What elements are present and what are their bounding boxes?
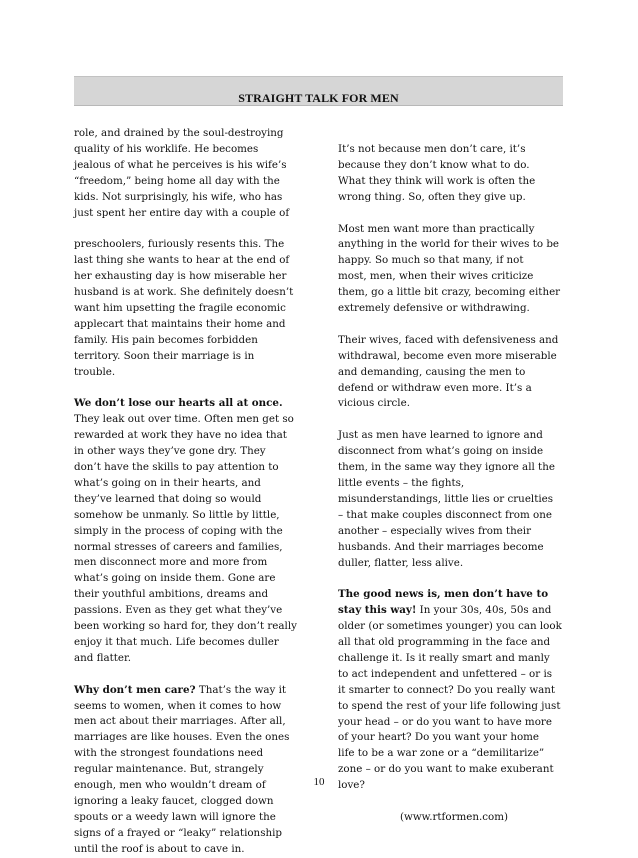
text-line: until the roof is about to cave in. <box>74 842 245 855</box>
text-line: withdrawal, become even more miserable <box>338 349 557 362</box>
text-line: misunderstandings, little lies or cruelties <box>338 492 554 505</box>
text-line: all that old programming in the face and <box>338 636 551 649</box>
text-line: enough, men who wouldn’t dream of <box>74 779 266 792</box>
text-line: another – especially wives from their <box>338 524 532 537</box>
text-line: and demanding, causing the men to <box>338 365 526 378</box>
text-line: regular maintenance. But, strangely <box>74 763 264 776</box>
text-line: jealous of what he perceives is his wife’s <box>74 158 287 171</box>
text-line: her exhausting day is how miserable her <box>74 270 287 283</box>
text-line: “freedom,” being home all day with the <box>74 174 280 187</box>
text-line: what’s going on in their hearts, and <box>74 476 261 489</box>
text-line: of your heart? Do you want your home <box>338 731 540 744</box>
text-line: them, go a little bit crazy, becoming either <box>338 286 561 299</box>
text-line: preschoolers, furiously resents this. The <box>74 238 285 251</box>
text-line: kids. Not surprisingly, his wife, who has <box>74 190 283 203</box>
text-line: role, and drained by the soul-destroying <box>74 127 284 139</box>
text-line: men disconnect more and more from <box>74 556 268 569</box>
paragraph <box>74 683 306 858</box>
text-line: husband is at work. She definitely doesn’t <box>74 286 294 299</box>
text-line: disconnect from what’s going on inside <box>338 445 544 458</box>
text-line <box>338 603 570 619</box>
text-line: last thing she wants to hear at the end of <box>74 254 290 267</box>
page-title: STRAIGHT TALK FOR MEN <box>238 91 399 105</box>
text-line: family. His pain becomes forbidden <box>74 333 258 346</box>
text-line: they’ve learned that doing so would <box>74 492 262 505</box>
text-line: life to be a war zone or a “demilitarize” <box>338 747 545 760</box>
header-bar <box>74 76 563 106</box>
paragraph <box>338 222 570 317</box>
text-line: them, in the same way they ignore all the <box>338 461 555 474</box>
paragraph <box>338 142 570 206</box>
text-line: ignoring a leaky faucet, clogged down <box>74 795 274 808</box>
text-line: duller, flatter, less alive. <box>338 556 464 569</box>
page-number: 10 <box>313 776 325 788</box>
text-line: defend or withdraw even more. It’s a <box>338 381 532 394</box>
text-line: happy. So much so that many, if not <box>338 254 524 267</box>
text-line: want him upsetting the fragile economic <box>74 301 286 314</box>
text-line: passions. Even as they get what they’ve <box>74 604 283 617</box>
text-line: little events – the fights, <box>338 476 465 489</box>
text-line: because they don’t know what to do. <box>338 158 530 171</box>
text-line: wrong thing. So, often they give up. <box>338 190 526 203</box>
text-line: your head – or do you want to have more <box>338 715 552 728</box>
text-line: anything in the world for their wives to be <box>338 238 560 251</box>
text-line: with the strongest foundations need <box>74 747 264 760</box>
text-line: extremely defensive or withdrawing. <box>338 302 530 315</box>
text-line: to act independent and unfettered – or is <box>338 667 553 680</box>
text-line: just spent her entire day with a couple of <box>74 206 290 219</box>
text-line: simply in the process of coping with the <box>74 524 283 537</box>
text-line: love? <box>338 779 365 792</box>
text-run: In your 30s, 40s, 50s and <box>416 604 552 617</box>
section-lead: We don’t lose our hearts all at once. <box>74 397 283 410</box>
text-line: challenge it. Is it really smart and manly <box>338 651 550 664</box>
text-line: trouble. <box>74 365 116 378</box>
text-line: It’s not because men don’t care, it’s <box>338 143 526 155</box>
paragraph <box>74 396 306 666</box>
paragraph <box>338 428 570 571</box>
text-line: vicious circle. <box>338 397 410 410</box>
text-line: somehow be unmanly. So little by little, <box>74 508 280 521</box>
text-line: in other ways they’ve gone dry. They <box>74 445 266 458</box>
text-line: Most men want more than practically <box>338 222 535 235</box>
text-line: and flatter. <box>74 651 132 664</box>
section-lead: Why don’t men care? <box>74 683 196 696</box>
text-line: most, men, when their wives criticize <box>338 270 534 283</box>
text-line: applecart that maintains their home and <box>74 317 286 330</box>
right-column <box>338 142 570 826</box>
text-line: quality of his worklife. He becomes <box>74 142 259 155</box>
text-line: zone – or do you want to make exuberant <box>338 763 554 776</box>
text-line: territory. Soon their marriage is in <box>74 349 255 362</box>
text-line: been working so hard for, they don’t really <box>74 620 297 633</box>
section-lead: The good news is, men don’t have to <box>338 588 549 601</box>
text-line: husbands. And their marriages become <box>338 540 544 553</box>
text-line: signs of a frayed or “leaky” relationship <box>74 826 282 839</box>
paragraph <box>74 237 306 380</box>
text-line: men act about their marriages. After all, <box>74 715 286 728</box>
text-line: don’t have the skills to pay attention to <box>74 461 279 473</box>
text-line: enjoy it that much. Life becomes duller <box>74 635 279 648</box>
text-line: spouts or a weedy lawn will ignore the <box>74 810 276 823</box>
text-line: to spend the rest of your life following just <box>338 699 561 712</box>
text-line: Just as men have learned to ignore and <box>338 429 543 442</box>
text-line: older (or sometimes younger) you can look <box>338 620 562 633</box>
paragraph <box>338 333 570 413</box>
text-line <box>74 683 306 699</box>
text-line: seems to women, when it comes to how <box>74 699 282 712</box>
text-line: – that make couples disconnect from one <box>338 508 552 521</box>
text-line: normal stresses of careers and families, <box>74 540 283 553</box>
paragraph <box>338 587 570 794</box>
paragraph <box>74 126 306 221</box>
text-line: rewarded at work they have no idea that <box>74 429 287 442</box>
text-line: What they think will work is often the <box>338 174 536 187</box>
text-line: They leak out over time. Often men get so <box>74 413 294 426</box>
text-line: Their wives, faced with defensiveness and <box>338 333 559 346</box>
section-lead: stay this way! <box>338 604 417 617</box>
text-run: That’s the way it <box>195 683 287 696</box>
text-line: it smarter to connect? Do you really want <box>338 683 556 696</box>
text-line: marriages are like houses. Even the ones <box>74 731 290 744</box>
text-line: their youthful ambitions, dreams and <box>74 588 269 601</box>
text-line: what’s going on inside them. Gone are <box>74 572 276 585</box>
source-url: (www.rtformen.com) <box>399 810 508 823</box>
left-column <box>74 126 306 858</box>
